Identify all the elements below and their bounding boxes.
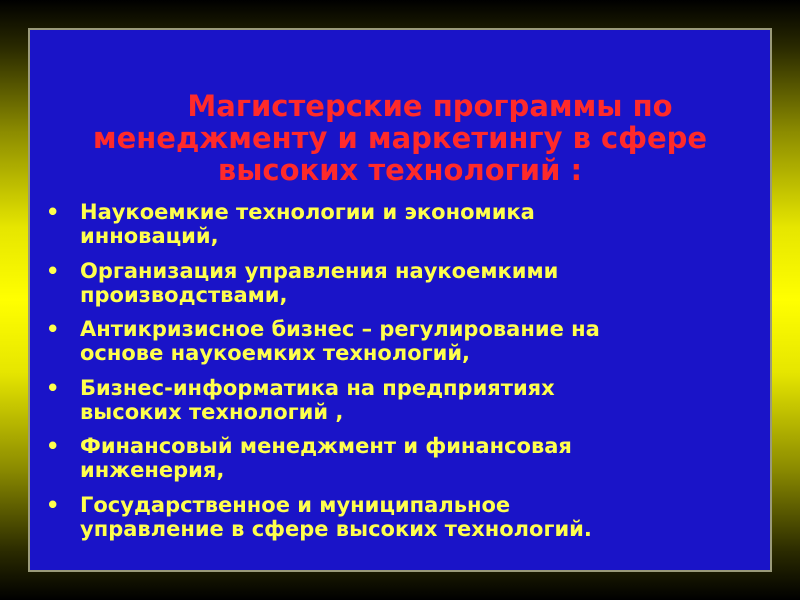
program-item-5: [44, 434, 764, 482]
program-item-line-2: инноваций,: [80, 224, 219, 248]
program-item-line-1: Организация управления наукоемкими: [80, 258, 559, 283]
bullet-icon: •: [46, 492, 60, 517]
bullet-icon: •: [46, 434, 60, 458]
program-item-line-1: Антикризисное бизнес – регулирование на: [80, 317, 600, 341]
slide-title-line-1: Магистерские программы по: [187, 89, 673, 123]
program-item-line-2: основе наукоемких технологий,: [80, 341, 471, 365]
program-item-1: [44, 200, 764, 248]
program-item-3: [44, 317, 764, 365]
slide-panel: [28, 28, 772, 572]
slide-title-line-2: менеджменту и маркетингу в сфере: [92, 121, 708, 155]
program-item-line-2: производствами,: [80, 282, 288, 307]
program-item-line-1: Бизнес-информатика на предприятиях: [80, 375, 555, 400]
program-item-line-2: инженерия,: [80, 458, 225, 482]
slide-title: [30, 90, 770, 186]
program-item-line-2: управление в сфере высоких технологий.: [80, 516, 592, 541]
program-item-line-1: Государственное и муниципальное: [80, 492, 511, 517]
bullet-icon: •: [46, 200, 60, 224]
program-item-line-1: Финансовый менеджмент и финансовая: [80, 434, 572, 458]
bullet-icon: •: [46, 317, 60, 341]
program-item-line-2: высоких технологий ,: [80, 399, 344, 424]
slide-title-line-3: высоких технологий :: [217, 153, 583, 187]
program-item-2: [44, 259, 764, 307]
program-item-4: [44, 376, 764, 424]
program-list: [44, 200, 764, 551]
bullet-icon: •: [46, 258, 60, 283]
bullet-icon: •: [46, 375, 60, 400]
program-item-line-1: Наукоемкие технологии и экономика: [80, 200, 535, 224]
program-item-6: [44, 493, 764, 541]
